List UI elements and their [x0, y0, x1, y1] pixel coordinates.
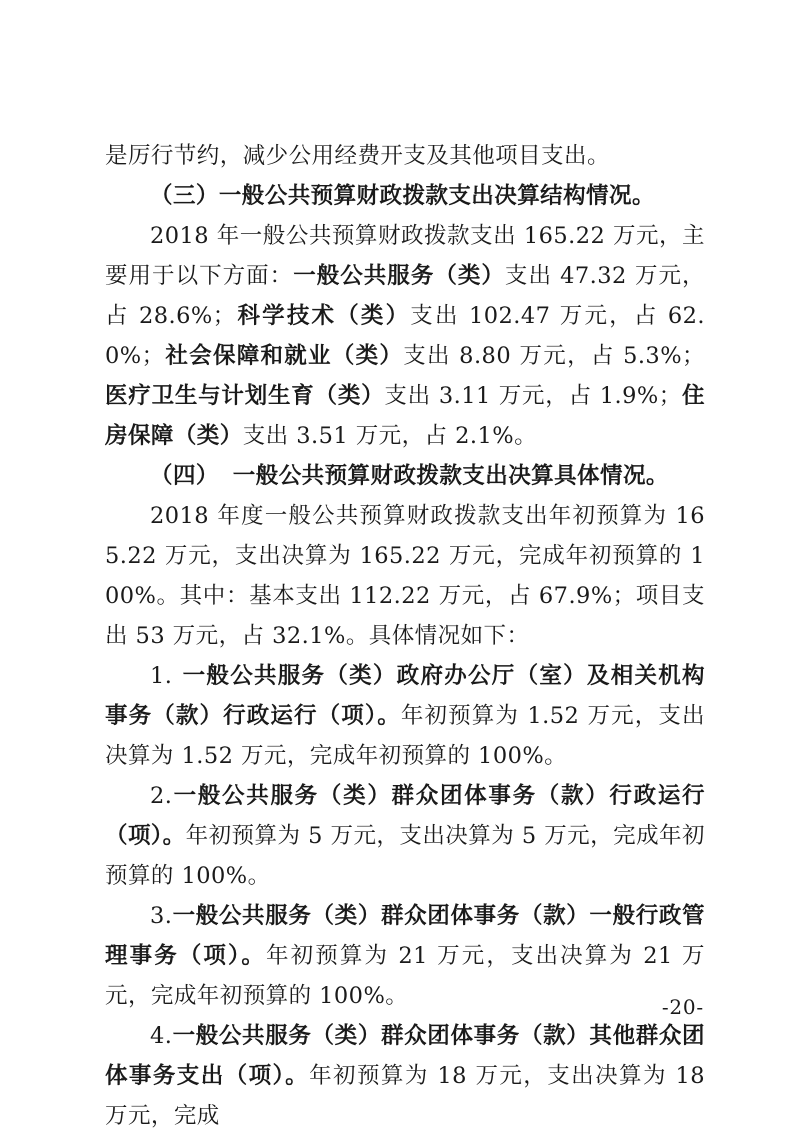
emphasis-run: 科学技术（类） [235, 303, 411, 329]
emphasis-run: 社会保障和就业（类） [164, 343, 404, 369]
emphasis-run: 一般公共服务（类）群众团体事务（款）一般行政管理事务（项）。 [105, 903, 705, 969]
text-run: 支出 8.80 万元，占 5.3%； [403, 343, 705, 369]
list-item-3 [105, 896, 705, 1019]
heading-section-three [105, 176, 705, 216]
list-item-4 [105, 1016, 705, 1135]
text-run: 支出 102.47 万元，占 62.0%； [105, 303, 705, 369]
heading-title: 一般公共预算财政拨款支出决算具体情况。 [232, 463, 669, 489]
heading-title: 一般公共预算财政拨款支出决算结构情况。 [218, 183, 655, 209]
list-item-number: 4. [150, 1023, 173, 1049]
paragraph-continuation [105, 136, 705, 176]
list-item-1 [105, 656, 705, 776]
list-item-number: 1. [150, 663, 173, 689]
paragraph-expenditure-detail-intro [105, 496, 705, 656]
text-run: 年初预算为 5 万元，支出决算为 5 万元，完成年初预算的 100%。 [105, 823, 705, 889]
list-item-2 [105, 776, 705, 896]
text-run: 2018 年一般公共预算财政拨款支出 165.22 万元，主要用于以下方面： [105, 223, 705, 289]
heading-section-four [105, 456, 705, 496]
text-run: 年初预算为 18 万元，支出决算为 18 万元，完成 [105, 1063, 705, 1129]
page-number: -20- [661, 995, 704, 1019]
emphasis-run: 一般公共服务（类）政府办公厅（室）及相关机构事务（款）行政运行（项）。 [105, 663, 705, 729]
text-run: 年初预算为 21 万元，支出决算为 21 万元，完成年初预算的 100%。 [105, 943, 705, 1009]
emphasis-run: 一般公共服务（类） [293, 263, 505, 289]
emphasis-run: 一般公共服务（类）群众团体事务（款）其他群众团体事务支出（项）。 [105, 1023, 705, 1089]
text-run: 支出 3.11 万元，占 1.9%； [384, 383, 682, 409]
text-run: 支出 47.32 万元，占 28.6%； [105, 263, 705, 329]
text-run: 年初预算为 1.52 万元，支出决算为 1.52 万元，完成年初预算的 100%。 [105, 703, 705, 769]
paragraph-expenditure-structure [105, 216, 705, 456]
emphasis-run: 一般公共服务（类）群众团体事务（款）行政运行（项）。 [105, 783, 705, 849]
text-column [105, 136, 705, 1135]
text-run: 是厉行节约，减少公用经费开支及其他项目支出。 [105, 143, 610, 169]
heading-marker: （四） [150, 463, 219, 489]
list-item-number: 3. [150, 903, 173, 929]
list-item-number: 2. [150, 783, 173, 809]
heading-marker: （三） [150, 183, 219, 209]
text-run: 2018 年度一般公共预算财政拨款支出年初预算为 165.22 万元，支出决算为 165.22 万元，完成年初预算的 100%。其中：基本支出 112.22 万元，占 67.9%；项目支出 53 万元，占 32.1%。具体情况如下： [105, 503, 705, 649]
emphasis-run: 医疗卫生与计划生育（类） [105, 383, 385, 409]
text-run: 支出 3.51 万元，占 2.1%。 [242, 423, 538, 449]
emphasis-run: 住房保障（类） [105, 383, 705, 449]
